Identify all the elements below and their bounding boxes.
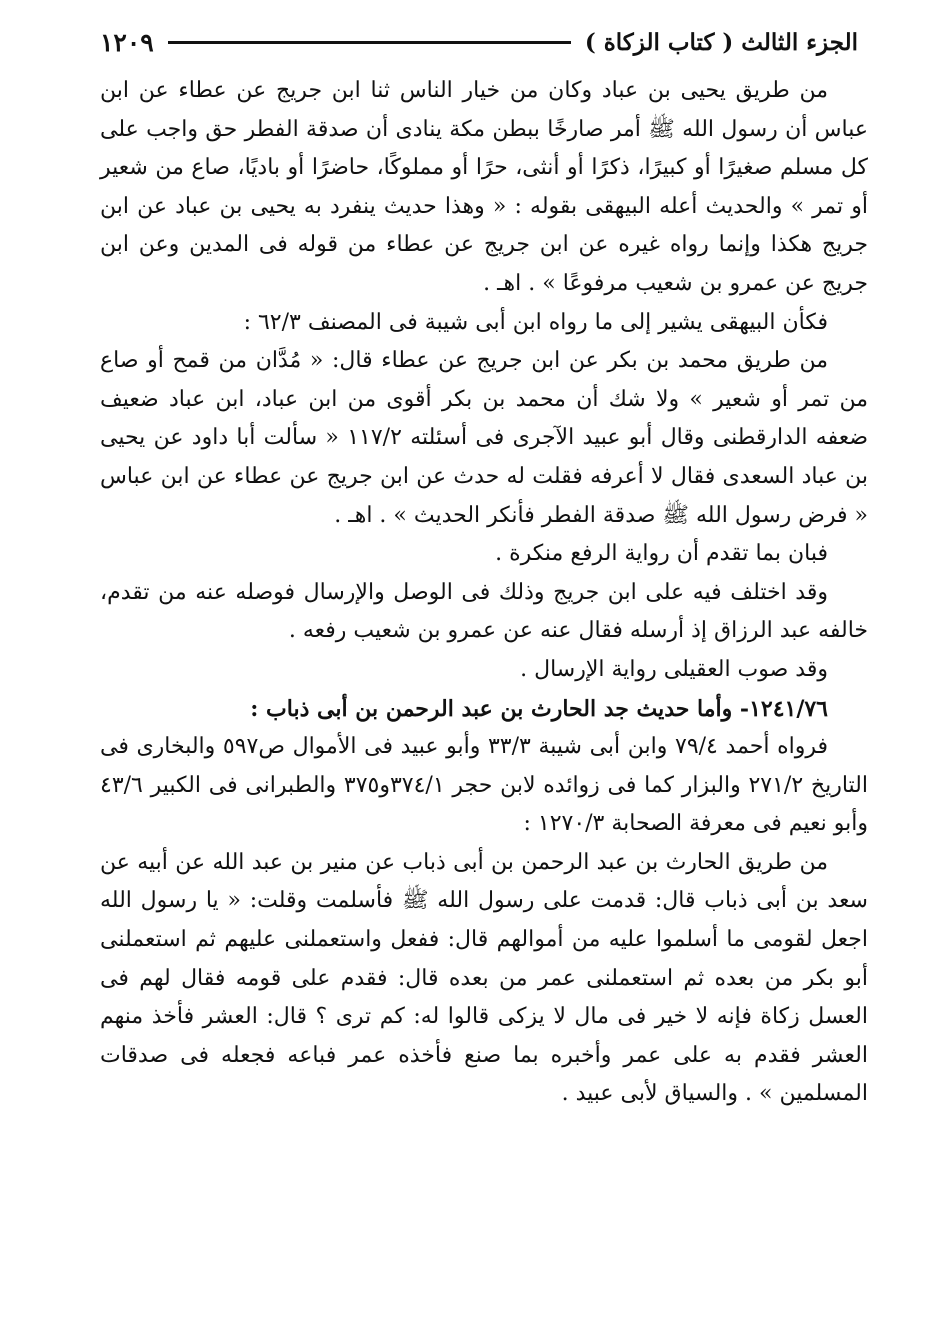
page-number: ١٢٠٩: [100, 27, 154, 57]
paragraph: من طريق محمد بن بكر عن ابن جريج عن عطاء قال: « مُدَّان من قمح أو صاع من تمر أو شعير » ولا شك أن محمد بن بكر أقوى من ابن عباد، ابن عباد ضعيف ضعفه الدارقطنى وقال أبو عبيد الآجرى فى أسئلته ١١٧/٢ « سألت أبا داود عن يحيى بن عباد السعدى فقال لا أعرفه فقلت له حدث عن ابن جريج عن عطاء عن ابن عباس « فرض رسول الله ﷺ صدقة الفطر فأنكر الحديث » . اهـ .: [100, 348, 868, 528]
running-head: الجزء الثالث ( كتاب الزكاة ): [584, 28, 858, 56]
page-header: [100, 22, 858, 62]
hadith-heading: ١٢٤١/٧٦- وأما حديث جد الحارث بن عبد الرحمن بن أبى ذباب :: [250, 695, 828, 722]
paragraph: وقد صوب العقيلى رواية الإرسال .: [520, 656, 828, 682]
paragraph: وقد اختلف فيه على ابن جريج وذلك فى الوصل والإرسال فوصله عنه من تقدم، خالفه عبد الرزاق إذ أرسله فقال عنه عن عمرو بن شعيب رفعه .: [100, 579, 868, 644]
paragraph: فكأن البيهقى يشير إلى ما رواه ابن أبى شيبة فى المصنف ٦٢/٣ :: [243, 309, 828, 335]
paragraph: فرواه أحمد ٧٩/٤ وابن أبى شيبة ٣٣/٣ وأبو عبيد فى الأموال ص٥٩٧ والبخارى فى التاريخ ٢٧١/٢ والبزار كما فى زوائده لابن حجر ٣٧٤/١و٣٧٥ والطبرانى فى الكبير ٤٣/٦ وأبو نعيم فى معرفة الصحابة ١٢٧٠/٣ :: [100, 734, 868, 837]
paragraph: من طريق الحارث بن عبد الرحمن بن أبى ذباب عن منير بن عبد الله عن أبيه عن سعد بن أبى ذباب قال: قدمت على رسول الله ﷺ فأسلمت وقلت: « يا رسول الله اجعل لقومى ما أسلموا عليه من أموالهم قال: ففعل واستعملنى عليهم ثم استعملنى أبو بكر من بعده ثم استعملنى عمر من بعده قال: فقدم على قومه فقال لهم فى العسل زكاة فإنه لا خير فى مال لا يزكى قالوا له: كم ترى ؟ قال: العشر فأخذ منهم العشر فقدم به على عمر وأخبره بما صنع فأخذه عمر فباعه فجعله فى صدقات المسلمين » . والسياق لأبى عبيد .: [100, 849, 868, 1107]
paragraph: من طريق يحيى بن عباد وكان من خيار الناس ثنا ابن جريج عن عطاء عن ابن عباس أن رسول الله ﷺ أمر صارخًا ببطن مكة ينادى أن صدقة الفطر حق واجب على كل مسلم صغيرًا أو كبيرًا، ذكرًا أو أنثى، حرًا أو مملوكًا، حاضرًا أو باديًا، صاع من شعير أو تمر » والحديث أعله البيهقى بقوله : « وهذا حديث ينفرد به يحيى بن عباد عن ابن جريج هكذا وإنما رواه غيره عن ابن جريج عن عطاء من قوله فى المدين وعن ابن جريج عن عمرو بن شعيب مرفوعًا » . اهـ .: [100, 78, 868, 296]
body-text: [100, 72, 868, 1114]
paragraph: فبان بما تقدم أن رواية الرفع منكرة .: [495, 541, 828, 567]
header-rule: [168, 41, 571, 44]
